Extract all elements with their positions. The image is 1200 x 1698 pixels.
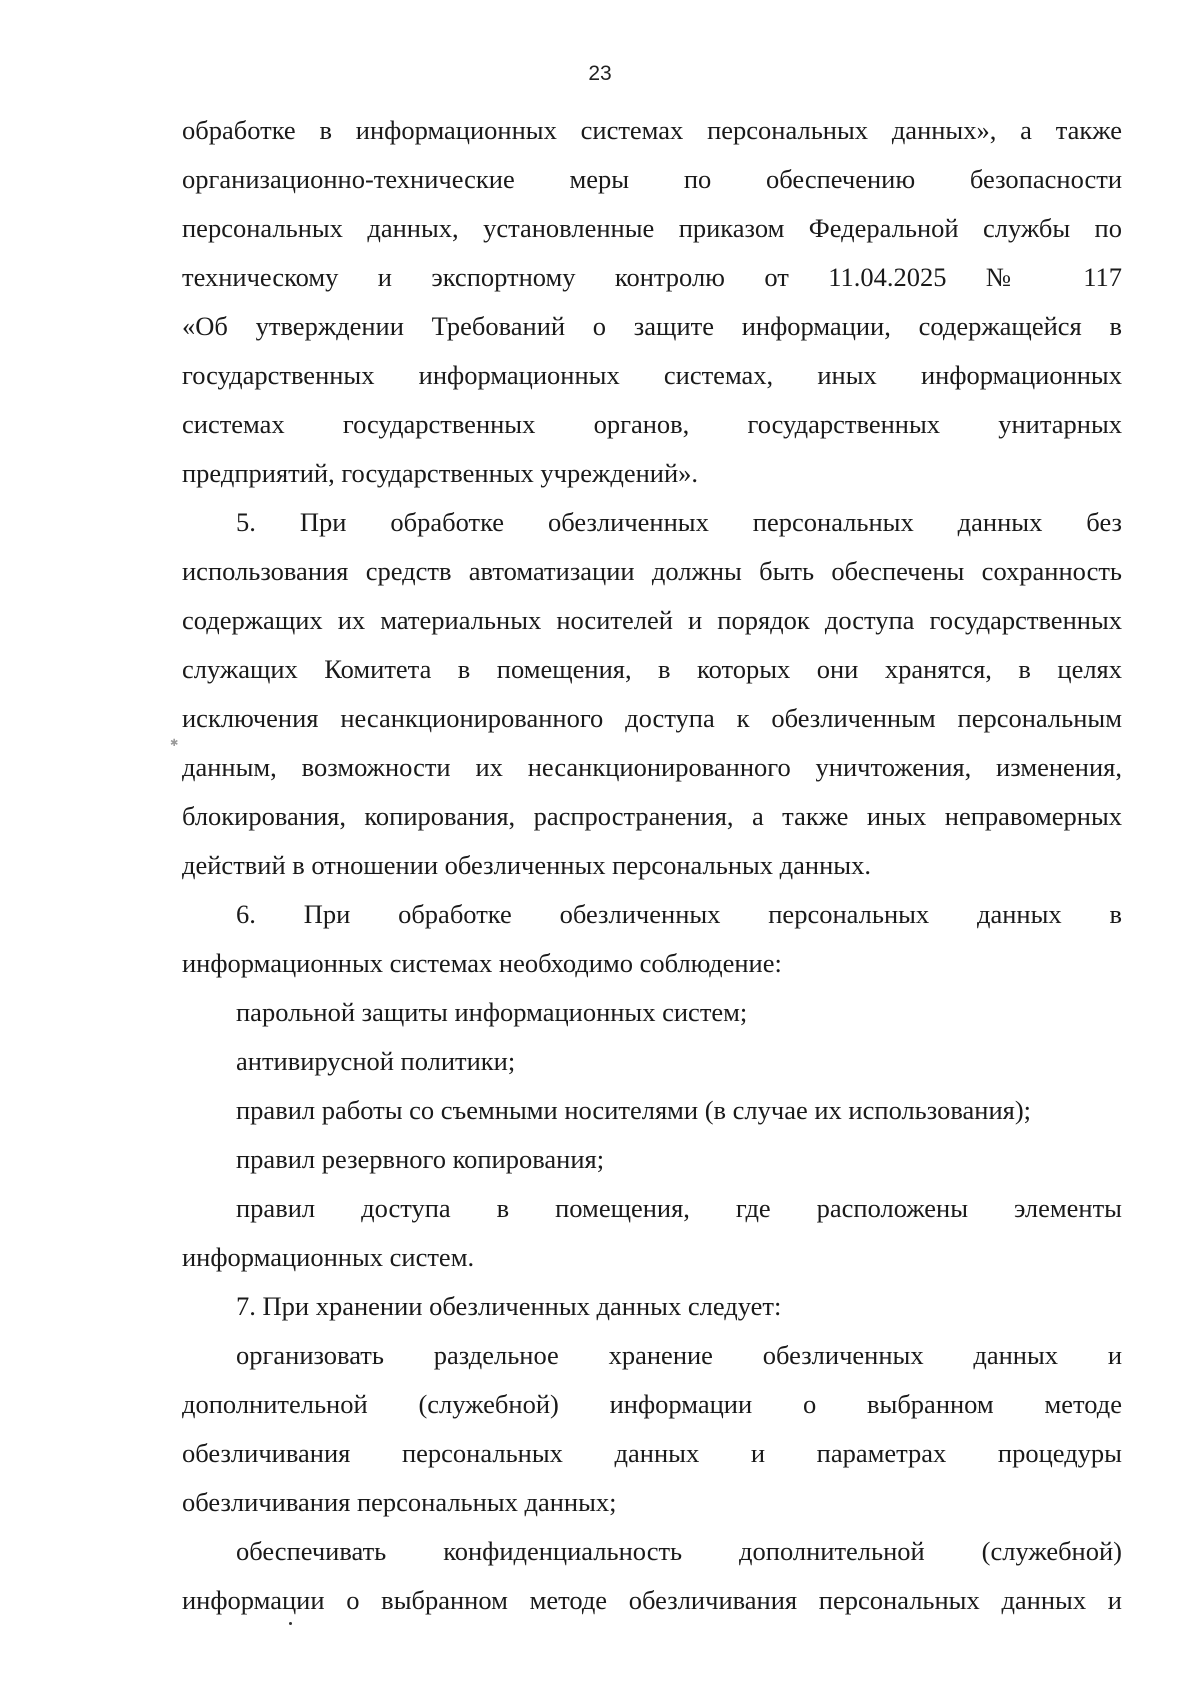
text-line: дополнительной (служебной) информации о выбранном методе [182, 1389, 1122, 1419]
paragraph-privacy-requirements [182, 106, 1122, 498]
page-number: 23 [588, 62, 612, 85]
paragraph-access-rules [182, 1184, 1122, 1282]
text-line: данным, возможности их несанкционированного уничтожения, изменения, [182, 752, 1122, 782]
scan-artifact-mark: ✱ [170, 738, 179, 749]
text-line: использования средств автоматизации должны быть обеспечены сохранность [182, 556, 1122, 586]
text-line: информации о выбранном методе обезличивания персональных данных и [182, 1585, 1122, 1615]
text-line: правил доступа в помещения, где расположены элементы [236, 1193, 1122, 1223]
paragraph-separate-storage [182, 1331, 1122, 1527]
paragraph-item-6 [182, 890, 1122, 988]
text-line: 6. При обработке обезличенных персональных данных в [236, 899, 1122, 929]
text-line: информационных системах необходимо соблюдение: [182, 948, 782, 978]
text-line: системах государственных органов, государственных унитарных [182, 409, 1122, 439]
paragraph-item-5 [182, 498, 1122, 890]
text-line: блокирования, копирования, распространения, а также иных неправомерных [182, 801, 1122, 831]
text-line: обезличивания персональных данных и параметрах процедуры [182, 1438, 1122, 1468]
list-item: правил работы со съемными носителями (в случае их использования); [236, 1095, 1031, 1125]
list-item: правил резервного копирования; [236, 1144, 605, 1174]
scan-artifact-dot [289, 1622, 292, 1625]
text-line: организационно-технические меры по обеспечению безопасности [182, 164, 1122, 194]
list-item: парольной защиты информационных систем; [236, 997, 748, 1027]
text-line: 5. При обработке обезличенных персональных данных без [236, 507, 1122, 537]
requirements-list [182, 988, 1122, 1184]
paragraph-item-7 [182, 1282, 1122, 1331]
text-line: предприятий, государственных учреждений». [182, 458, 698, 488]
text-line: информационных систем. [182, 1242, 475, 1272]
text-line: служащих Комитета в помещения, в которых они хранятся, в целях [182, 654, 1122, 684]
text-line: «Об утверждении Требований о защите информации, содержащейся в [182, 311, 1122, 341]
text-line: содержащих их материальных носителей и порядок доступа государственных [182, 605, 1122, 635]
document-body [182, 106, 1122, 1625]
text-line: обезличивания персональных данных; [182, 1487, 617, 1517]
text-line: обработке в информационных системах персональных данных», а также [182, 115, 1122, 145]
text-line: государственных информационных системах, иных информационных [182, 360, 1122, 390]
paragraph-confidentiality [182, 1527, 1122, 1625]
text-line: организовать раздельное хранение обезличенных данных и [236, 1340, 1122, 1370]
text-line: персональных данных, установленные приказом Федеральной службы по [182, 213, 1122, 243]
list-item: антивирусной политики; [236, 1046, 516, 1076]
text-line: обеспечивать конфиденциальность дополнительной (служебной) [236, 1536, 1122, 1566]
text-line: исключения несанкционированного доступа к обезличенным персональным [182, 703, 1122, 733]
text-line: техническому и экспортному контролю от 11.04.2025 № 117 [182, 262, 1122, 292]
text-line: действий в отношении обезличенных персональных данных. [182, 850, 871, 880]
text-line: 7. При хранении обезличенных данных следует: [236, 1291, 782, 1321]
